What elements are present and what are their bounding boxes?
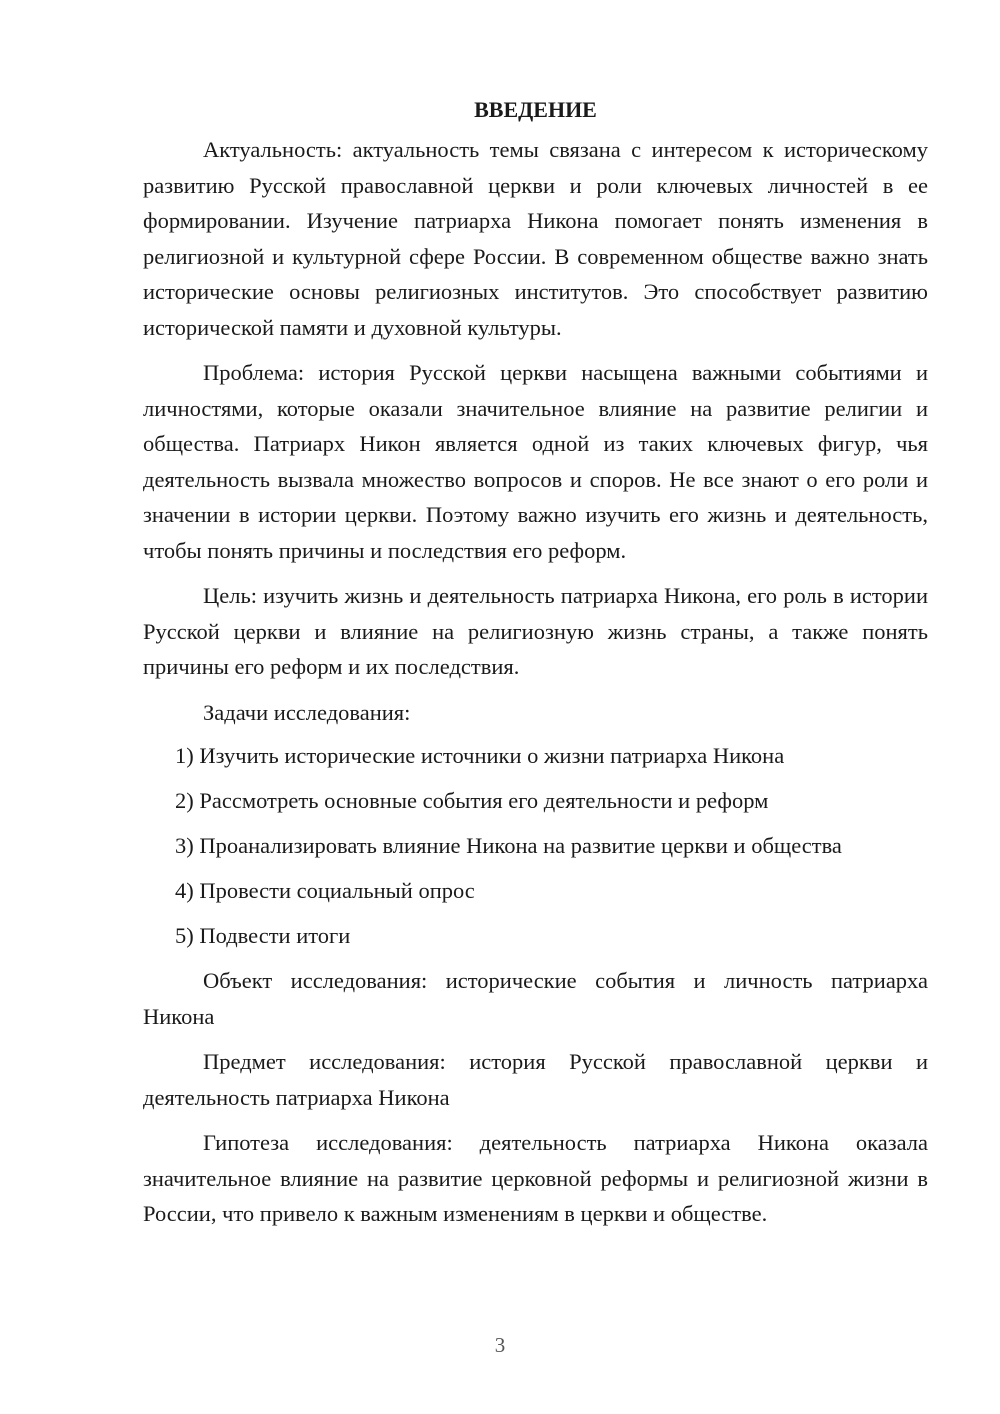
tasks-list — [143, 738, 928, 954]
list-item: 4) Провести социальный опрос — [175, 878, 475, 903]
list-item: 3) Проанализировать влияние Никона на развитие церкви и общества — [175, 833, 842, 858]
list-item: 1) Изучить исторические источники о жизни патриарха Никона — [175, 743, 785, 768]
problem-paragraph: Проблема: история Русской церкви насыщена важными событиями и личностями, которые оказали значительное влияние на развитие религии и общества. Патриарх Никон является одной из таких ключевых фигур, чья деятельность вызвала множество вопросов и споров. Не все знают о его роли и значении в истории церкви. Поэтому важно изучить его жизнь и деятельность, чтобы понять причины и последствия его реформ. — [143, 360, 928, 563]
hypothesis-paragraph: Гипотеза исследования: деятельность патриарха Никона оказала значительное влияние на развитие церковной реформы и религиозной жизни в России, что привело к важным изменениям в церкви и обществе. — [143, 1130, 928, 1226]
tasks-heading: Задачи исследования: — [203, 699, 411, 725]
list-item: 2) Рассмотреть основные события его деятельности и реформ — [175, 788, 769, 813]
section-title: ВВЕДЕНИЕ — [474, 97, 597, 122]
page-number: 3 — [494, 1333, 506, 1357]
object-paragraph: Объект исследования: исторические события и личность патриарха Никона — [143, 968, 928, 1029]
list-item: 5) Подвести итоги — [175, 923, 351, 948]
goal-paragraph: Цель: изучить жизнь и деятельность патриарха Никона, его роль в истории Русской церкви и влияние на религиозную жизнь страны, а также понять причины его реформ и их последствия. — [143, 583, 928, 679]
relevance-paragraph: Актуальность: актуальность темы связана с интересом к историческому развитию Русской православной церкви и роли ключевых личностей в ее формировании. Изучение патриарха Никона помогает понять изменения в религиозной и культурной сфере России. В современном обществе важно знать исторические основы религиозных институтов. Это способствует развитию исторической памяти и духовной культуры. — [143, 137, 928, 340]
document-page — [143, 92, 928, 1242]
subject-paragraph: Предмет исследования: история Русской православной церкви и деятельность патриарха Никона — [143, 1049, 928, 1110]
